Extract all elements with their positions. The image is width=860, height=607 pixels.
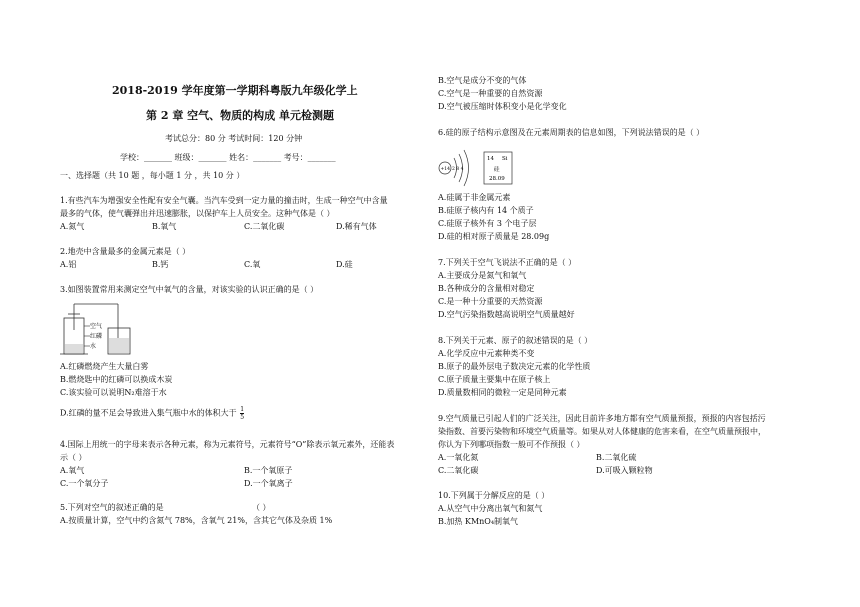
q3-option-a: A.红磷燃烧产生大量白雾 bbox=[60, 362, 149, 371]
q3-stem: 3.如图装置常用来测定空气中氧气的含量，对该实验的认识正确的是（ ） bbox=[60, 285, 319, 294]
q4-option-c: C.一个氧分子 bbox=[60, 479, 109, 488]
q2-option-a: A.铝 bbox=[60, 260, 77, 269]
silicon-diagram bbox=[438, 146, 518, 188]
q8-option-d: D.质量数相同的微粒一定是同种元素 bbox=[438, 388, 567, 397]
q1-option-b: B.氧气 bbox=[152, 222, 177, 231]
fraction bbox=[240, 406, 244, 421]
q9-stem-line2: 染指数、首要污染物和环境空气质量等。如果从对人体健康的危害来看，在空气质量预报中， bbox=[438, 427, 766, 436]
q4-option-a: A.氧气 bbox=[60, 466, 85, 475]
q6-stem: 6.硅的原子结构示意图及在元素周期表的信息如图，下列说法错误的是（ ） bbox=[438, 128, 705, 137]
q6-option-b: B.硅原子核内有 14 个质子 bbox=[438, 206, 534, 215]
label-red-phosphorus: 红磷 bbox=[90, 333, 103, 340]
q1-stem-line1: 1.有些汽车为增强安全性配有安全气囊。当汽车受到一定力量的撞击时，生成一种空气中含量 bbox=[60, 196, 388, 205]
q1-option-a: A.氮气 bbox=[60, 222, 85, 231]
q8-option-a: A.化学反应中元素种类不变 bbox=[438, 349, 535, 358]
oxygen-experiment-diagram bbox=[60, 300, 132, 360]
q5-option-a: A.按质量计算，空气中约含氮气 78%，含氧气 21%，含其它气体及杂质 1% bbox=[60, 516, 333, 525]
q9-option-c: C.二氧化碳 bbox=[438, 466, 479, 475]
q9-stem-line1: 9.空气质量已引起人们的广泛关注，因此目前许多地方都有空气质量预报，预报的内容包括污 bbox=[438, 414, 766, 423]
q8-stem: 8.下列关于元素、原子的叙述错误的是（ ） bbox=[438, 336, 593, 345]
q10-option-b: B.加热 KMnO₄制氧气 bbox=[438, 517, 519, 526]
q7-option-d: D.空气污染指数越高说明空气质量越好 bbox=[438, 310, 575, 319]
q8-option-b: B.原子的最外层电子数决定元素的化学性质 bbox=[438, 362, 591, 371]
label-air: 空气 bbox=[90, 323, 103, 330]
section-heading: 一、选择题（共 10 题 ，每小题 1 分 ，共 10 分 ） bbox=[60, 171, 245, 180]
cell-atomic-mass: 28.09 bbox=[489, 176, 505, 182]
chapter-subtitle: 第 2 章 空气、物质的构成 单元检测题 bbox=[146, 109, 334, 122]
q5-stem: 5.下列对空气的叙述正确的是 bbox=[60, 503, 164, 512]
cell-element-name: 硅 bbox=[494, 167, 500, 173]
label-water: 水 bbox=[90, 343, 97, 350]
q1-option-d: D.稀有气体 bbox=[336, 222, 377, 231]
q7-option-c: C.是一种十分重要的天然资源 bbox=[438, 297, 543, 306]
student-info: 学校：_______ 班级：_______ 姓名：_______ 考号：_______ bbox=[120, 153, 336, 162]
q6-option-d: D.硅的相对原子质量是 28.09g bbox=[438, 232, 550, 241]
q2-option-b: B.钙 bbox=[152, 260, 169, 269]
q4-stem-line1: 4.国际上用统一的字母来表示各种元素，称为元素符号，元素符号“O”除表示氧元素外，还能表 bbox=[60, 440, 395, 449]
fraction-denominator: 5 bbox=[240, 414, 245, 421]
q6-option-a: A.硅属于非金属元素 bbox=[438, 193, 511, 202]
exam-info: 考试总分：80 分 考试时间：120 分钟 bbox=[165, 134, 303, 143]
q5-option-b: B.空气是成分不变的气体 bbox=[438, 76, 527, 85]
q6-option-c: C.硅原子核外有 3 个电子层 bbox=[438, 219, 537, 228]
q4-option-d: D.一个氧离子 bbox=[244, 479, 293, 488]
q3-option-b: B.燃烧匙中的红磷可以换成木炭 bbox=[60, 375, 173, 384]
atom-electron-shells: 2 8 4 bbox=[452, 167, 464, 172]
q5-option-d: D.空气被压缩时体积变小是化学变化 bbox=[438, 102, 567, 111]
q10-stem: 10.下列属于分解反应的是（ ） bbox=[438, 491, 550, 500]
atom-nucleus-charge: +14 bbox=[440, 167, 450, 172]
q5-option-c: C.空气是一种重要的自然资源 bbox=[438, 89, 543, 98]
q9-option-a: A.一氧化氮 bbox=[438, 453, 479, 462]
q2-option-c: C.氧 bbox=[244, 260, 261, 269]
page-title: 2018-2019 学年度第一学期科粤版九年级化学上 bbox=[112, 84, 358, 97]
q2-option-d: D.硅 bbox=[336, 260, 353, 269]
q3-option-d-text: D.红磷的量不足会导致进入集气瓶中水的体积大于 bbox=[60, 408, 237, 418]
q5-answer-paren: （ ） bbox=[252, 503, 271, 512]
q4-option-b: B.一个氧原子 bbox=[244, 466, 293, 475]
q7-option-b: B.各种成分的含量相对稳定 bbox=[438, 284, 535, 293]
q9-stem-line3: 你认为下列哪项指数一般可不作预报（ ） bbox=[438, 440, 585, 449]
q9-option-d: D.可吸入颗粒物 bbox=[596, 466, 653, 475]
cell-atomic-number: 14 bbox=[487, 156, 494, 162]
cell-symbol: Si bbox=[502, 156, 508, 162]
q3-option-c: C.该实验可以说明N₂难溶于水 bbox=[60, 388, 167, 397]
q7-option-a: A.主要成分是氮气和氧气 bbox=[438, 271, 527, 280]
q4-stem-line2: 示（ ） bbox=[60, 453, 87, 462]
q9-option-b: B.二氧化硫 bbox=[596, 453, 637, 462]
q2-stem: 2.地壳中含量最多的金属元素是（ ） bbox=[60, 247, 191, 256]
q3-option-d bbox=[60, 406, 244, 421]
q7-stem: 7.下列关于空气飞说法不正确的是（ ） bbox=[438, 258, 577, 267]
q1-option-c: C.二氧化碳 bbox=[244, 222, 285, 231]
fraction-numerator: 1 bbox=[240, 406, 245, 413]
q1-stem-line2: 最多的气体，使气囊弹出并迅速膨胀，以保护车上人员安全。这种气体是（ ） bbox=[60, 209, 335, 218]
q8-option-c: C.原子质量主要集中在原子核上 bbox=[438, 375, 551, 384]
q10-option-a: A.从空气中分离出氧气和氮气 bbox=[438, 504, 543, 513]
